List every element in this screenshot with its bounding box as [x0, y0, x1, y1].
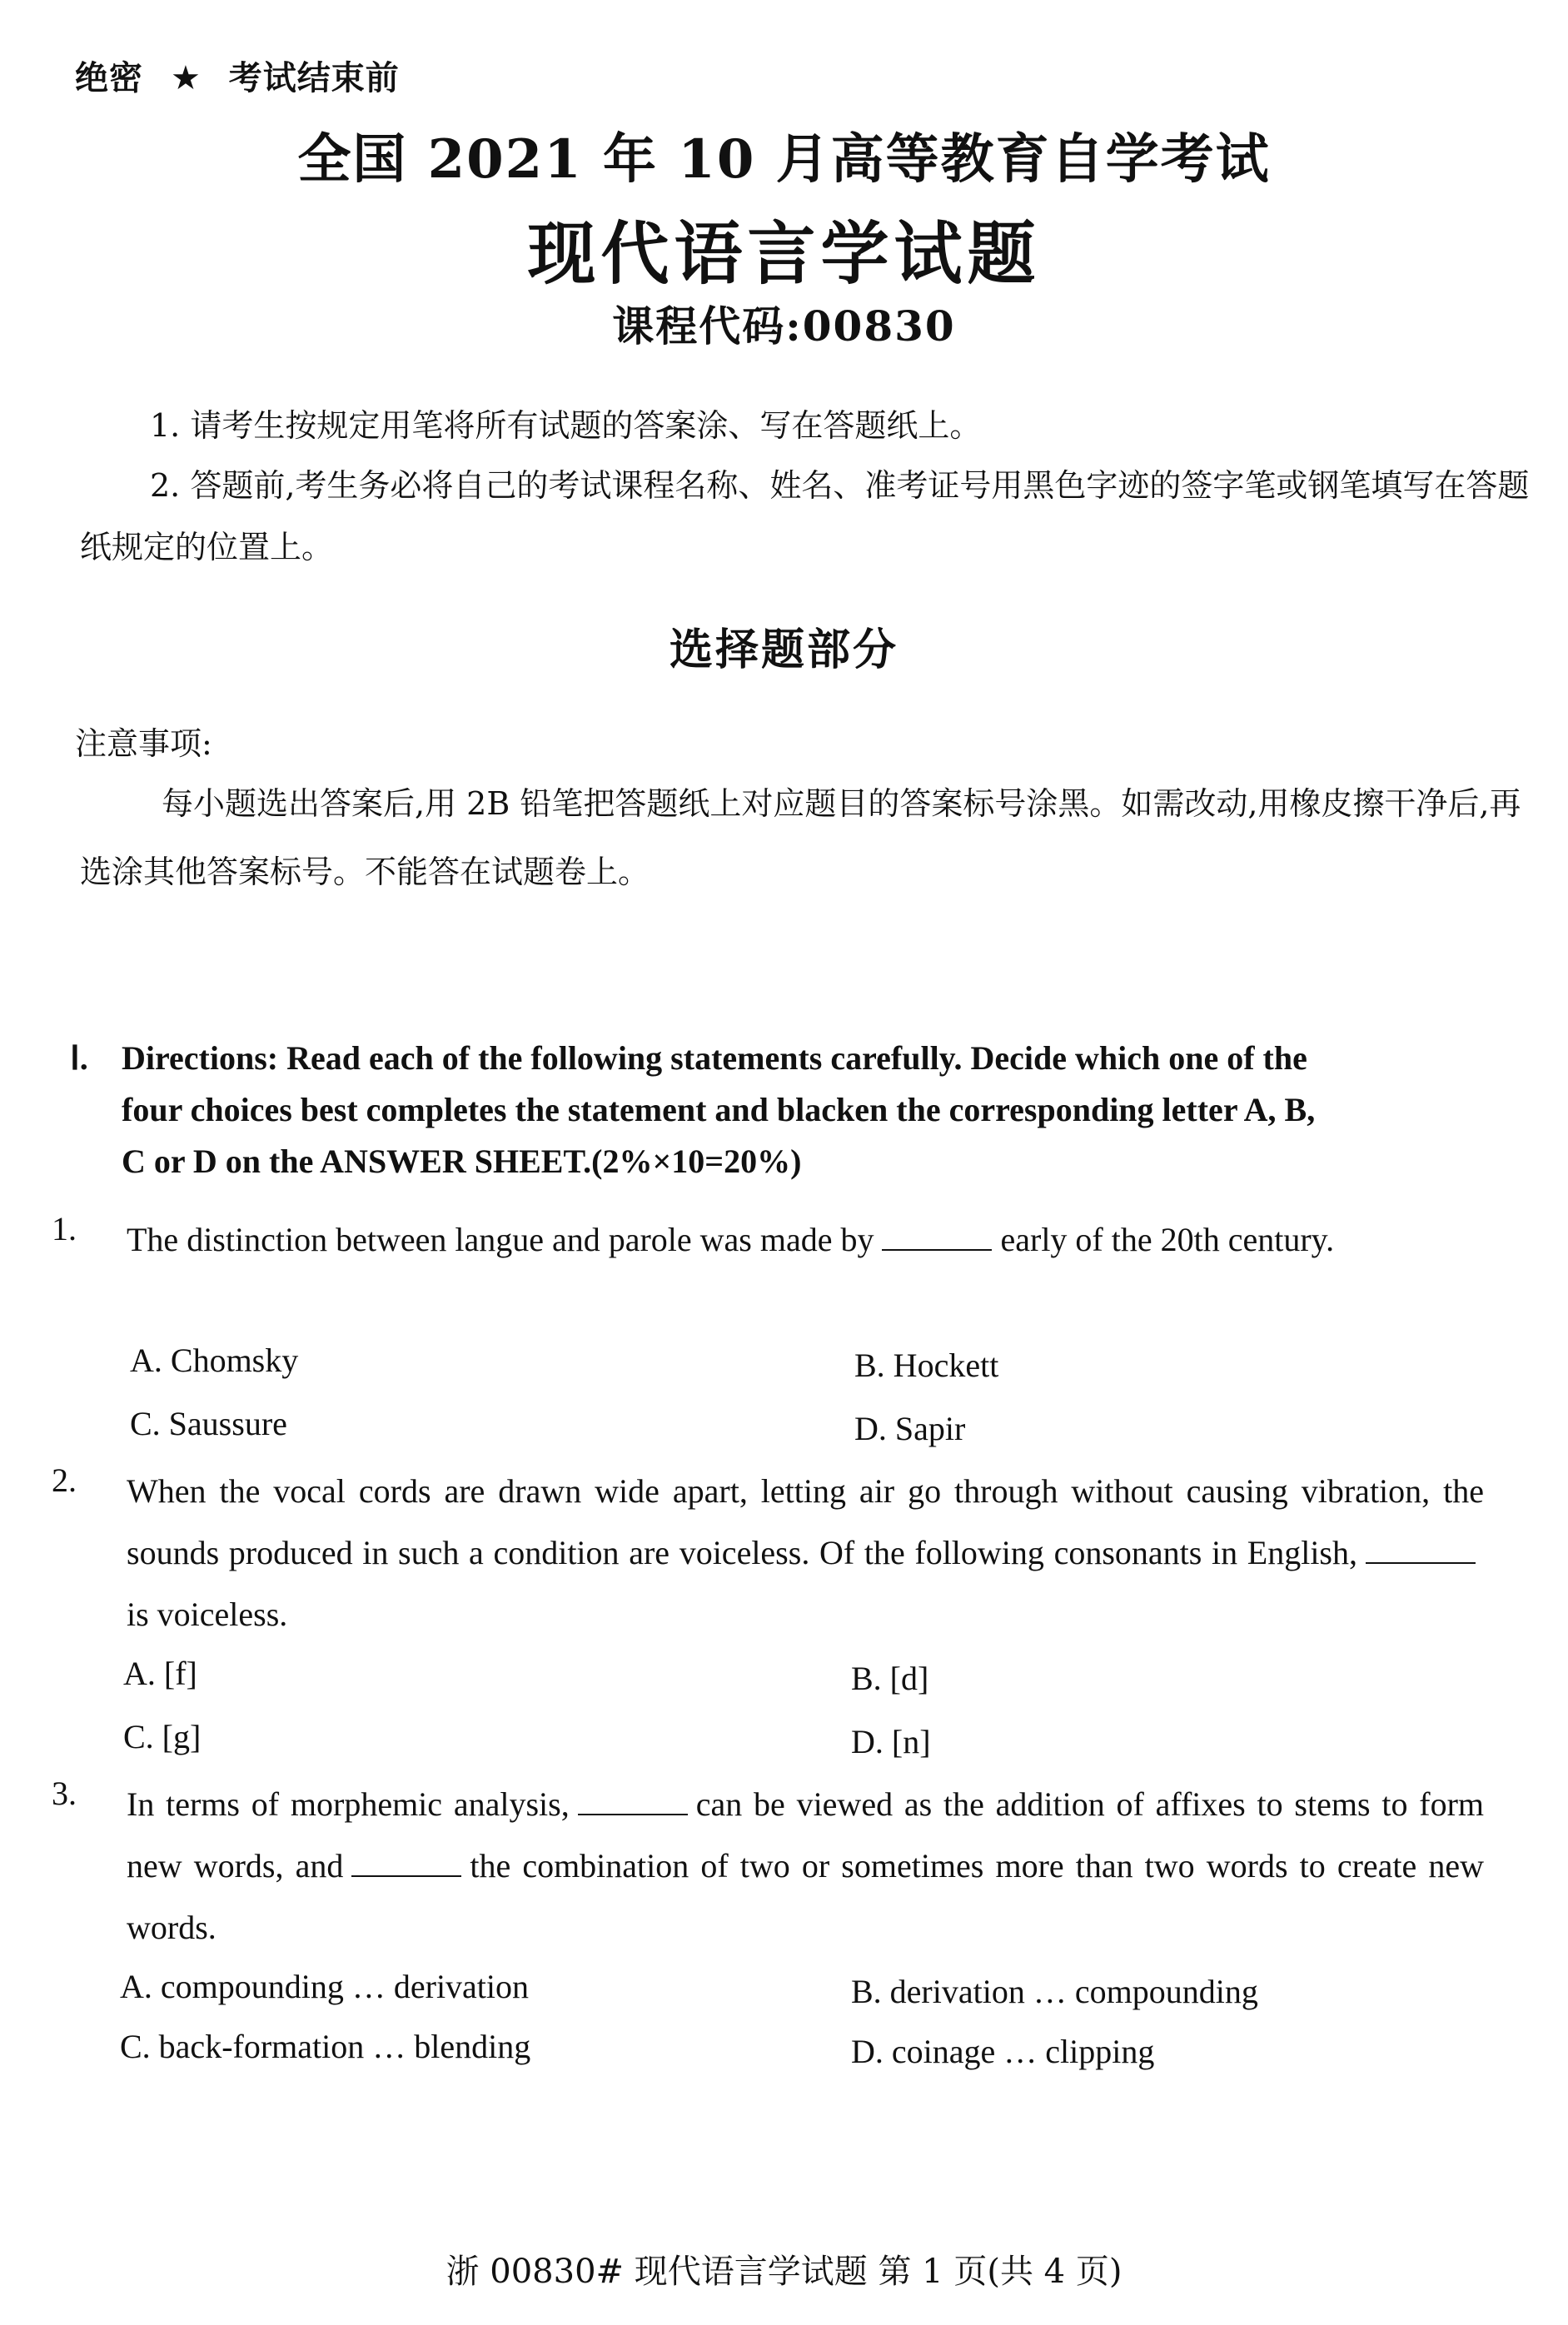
directions: [70, 1033, 1469, 1187]
directions-line-3: C or D on the ANSWER SHEET.(2%×10=20%): [122, 1143, 802, 1180]
directions-line-1: Directions: Read each of the following statements carefully. Decide which one of the: [122, 1039, 1307, 1077]
answer-blank: [882, 1221, 992, 1251]
question-3-number: 3.: [52, 1775, 77, 1812]
question-3-option-c: C. back-formation … blending: [120, 2028, 531, 2065]
notice-1: [80, 395, 1546, 456]
question-1: [52, 1209, 1484, 1459]
question-1-stem-part-2: early of the 20th century.: [1000, 1221, 1335, 1258]
question-3-option-a: A. compounding … derivation: [120, 1968, 530, 2005]
page-footer: 浙 00830# 现代语言学试题 第 1 页(共 4 页): [446, 2253, 1122, 2291]
question-3-stem: [127, 1774, 1484, 1959]
exam-title: 全国 2021 年 10 月高等教育自学考试: [297, 128, 1271, 191]
confidential-label: 绝密: [75, 59, 143, 97]
attention-label: 注意事项:: [75, 725, 212, 762]
question-2-number: 2.: [52, 1461, 77, 1499]
question-3-stem-part-1: In terms of morphemic analysis,: [127, 1785, 570, 1823]
section-title: 选择题部分: [669, 625, 898, 675]
question-2-option-a: A. [f]: [123, 1655, 197, 1692]
question-1-option-c: C. Saussure: [130, 1405, 287, 1442]
question-3: [52, 1774, 1484, 2090]
confidential-until-label: 考试结束前: [228, 59, 400, 97]
directions-line-2: four choices best completes the statement and blacken the corresponding letter A, B,: [122, 1091, 1316, 1128]
question-1-stem: [127, 1209, 1484, 1271]
question-3-option-b: B. derivation … compounding: [851, 1973, 1258, 2010]
attention-body: 每小题选出答案后,用 2B 铅笔把答题纸上对应题目的答案标号涂黑。如需改动,用橡皮擦干净后,再选涂其他答案标号。不能答在试题卷上。: [80, 785, 1521, 890]
attention-text: [80, 769, 1546, 906]
notice-2-text: 2. 答题前,考生务必将自己的考试课程名称、姓名、准考证号用黑色字迹的签字笔或钢笔填写在答题纸规定的位置上。: [80, 467, 1530, 565]
answer-blank: [578, 1785, 688, 1815]
notice-2: [80, 455, 1546, 578]
question-2-stem-part-1: When the vocal cords are drawn wide apart, letting air go through without causing vibration, the sounds produced in such a condition are voiceless. Of the following consonants in English,: [127, 1472, 1484, 1571]
question-3-stem-part-2: can be viewed as the addition of affixes to stems to form new words, and: [127, 1785, 1484, 1884]
confidential-mark: [75, 52, 400, 99]
question-3-option-d: D. coinage … clipping: [851, 2033, 1155, 2070]
course-code: 课程代码:00830: [612, 301, 956, 351]
question-2-stem: [127, 1461, 1484, 1645]
question-2: [52, 1461, 1484, 1760]
notice-1-text: 1. 请考生按规定用笔将所有试题的答案涂、写在答题纸上。: [150, 407, 982, 444]
star-icon: ★: [170, 59, 202, 97]
question-1-option-b: B. Hockett: [854, 1347, 999, 1384]
question-2-option-d: D. [n]: [851, 1723, 931, 1760]
answer-blank: [1366, 1534, 1476, 1564]
question-2-option-b: B. [d]: [851, 1660, 929, 1697]
question-3-stem-part-3: the combination of two or sometimes more than two words to create new words.: [127, 1847, 1485, 1946]
paper-title: 现代语言学试题: [527, 214, 1041, 294]
question-1-option-a: A. Chomsky: [130, 1342, 299, 1379]
question-1-number: 1.: [52, 1210, 77, 1247]
directions-number: Ⅰ.: [70, 1039, 88, 1077]
question-1-stem-part-1: The distinction between langue and parole was made by: [127, 1221, 874, 1258]
question-2-stem-part-2: is voiceless.: [127, 1596, 288, 1633]
answer-blank: [351, 1847, 461, 1877]
question-2-option-c: C. [g]: [123, 1718, 202, 1755]
question-1-option-d: D. Sapir: [854, 1410, 966, 1447]
